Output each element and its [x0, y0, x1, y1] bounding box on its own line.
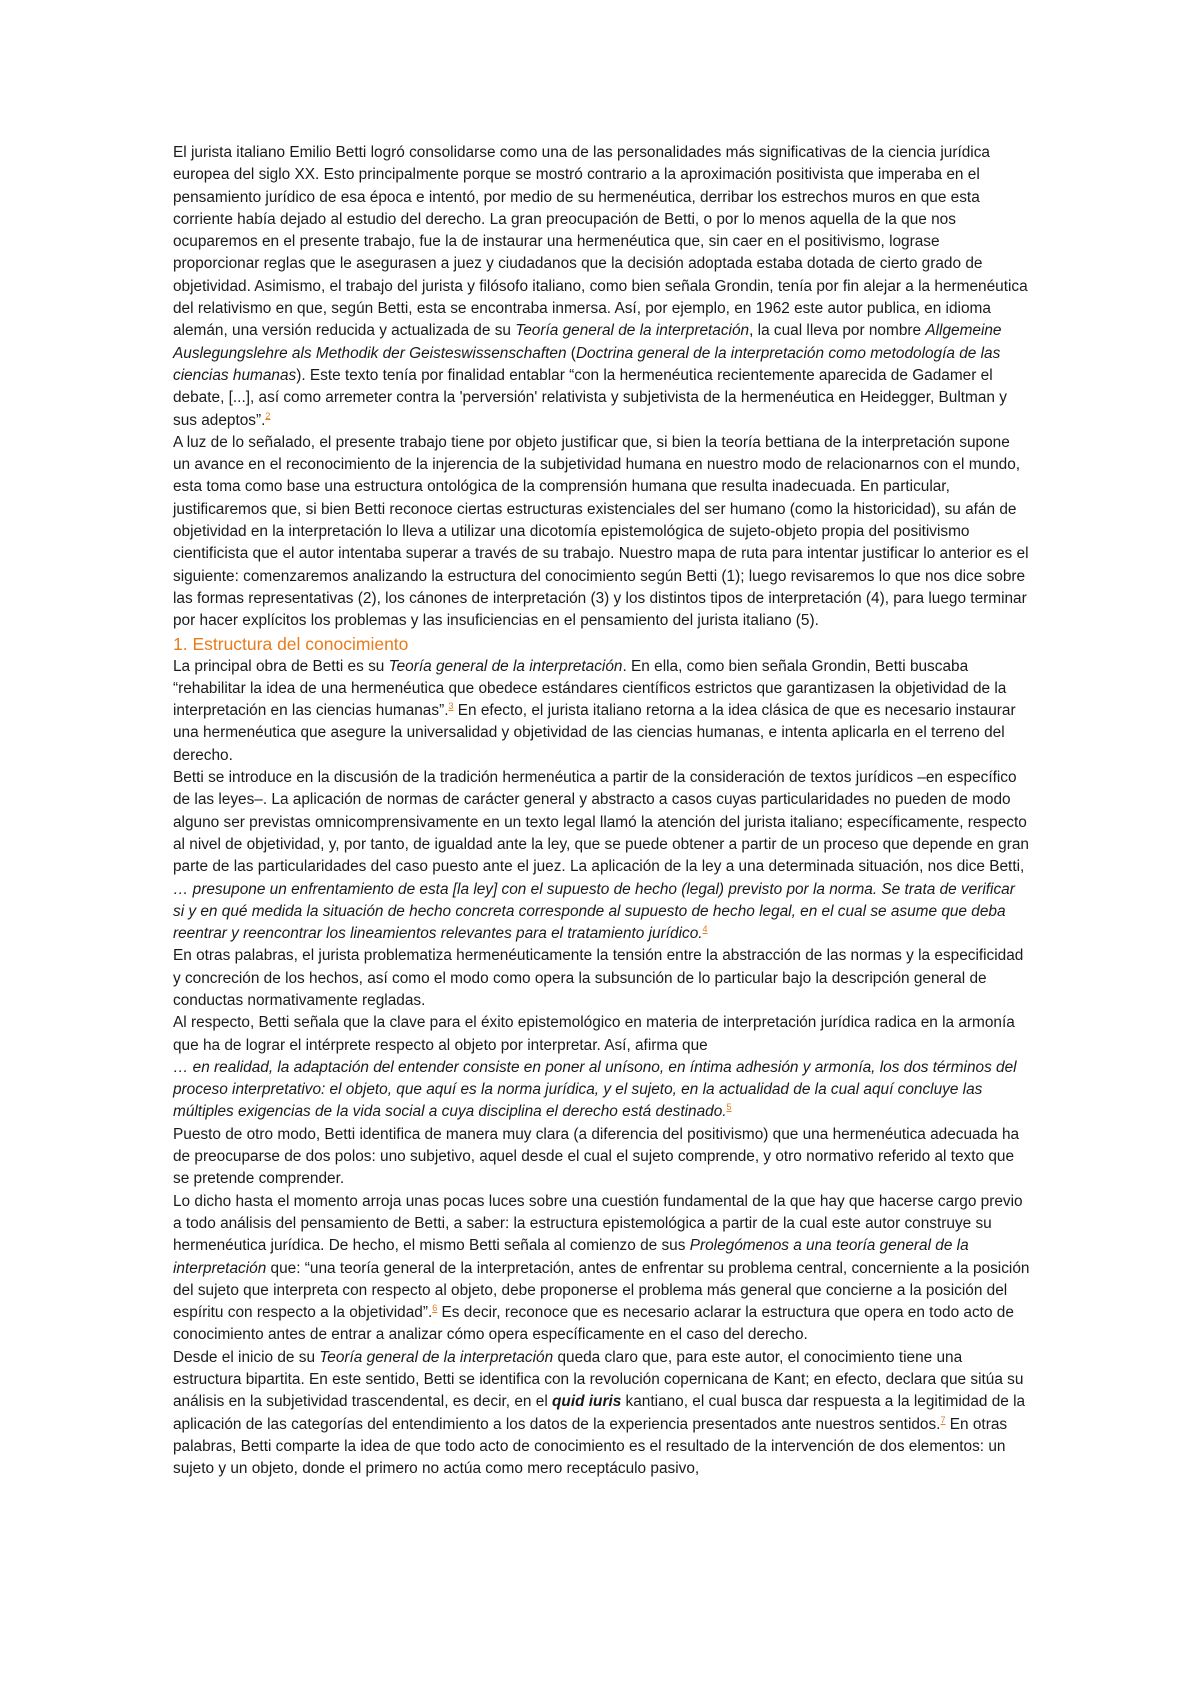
paragraph-estructura-epistemologica: Lo dicho hasta el momento arroja unas pocas luces sobre una cuestión fundamental de la que hay que hacerse cargo previo a todo análisis del pensamiento de Betti, a saber: la estructura epistemológica a partir de la cual este autor construye su hermenéutica jurídica. De hecho, el mismo Betti señala al comienzo de sus Prolegómenos a una teoría general de la interpretación que: “una teoría general de la interpretación, antes de enfrentar su problema central, concerniente a la posición del sujeto que interpreta con respecto al objeto, debe proponerse el problema más general que concierne a la posición del espíritu con respecto a la objetividad”.$^6$ Es decir, reconoce que es necesario aclarar la estructura que opera en todo acto de conocimiento antes de entrar a analizar cómo opera específicamente en el caso del derecho. — [173, 1192, 1030, 1344]
footnote-ref-3[interactable]: 3 — [448, 701, 454, 711]
paragraph-otras-palabras: En otras palabras, el jurista problematiza hermenéuticamente la tensión entre la abstracción de las normas y la especificidad y concreción de los hechos, así como el modo como opera la subsunción de lo particular bajo la descripción general de conductas normativamente regladas. — [173, 947, 1024, 1009]
quote-adaptacion-entender: … en realidad, la adaptación del entender consiste en poner al unísono, en íntima adhesión y armonía, los dos términos del proceso interpretativo: el objeto, que aquí es la norma jurídica, y el sujeto, en la actualidad de la cual aquí concluye las múltiples exigencias de la vida social a cuya disciplina el derecho está destinado.$^5$ — [173, 1058, 1017, 1121]
section-heading: 1. Estructura del conocimiento — [173, 633, 409, 654]
footnote-ref-5[interactable]: 5 — [726, 1102, 732, 1113]
paragraph-tradicion: Betti se introduce en la discusión de la tradición hermenéutica a partir de la consideración de textos jurídicos –en específico de las leyes–. La aplicación de normas de carácter general y abstracto a casos cuyas particularidades no pueden de modo alguno ser previstas omnicomprensivamente en un texto legal llamó la atención del jurista italiano; específicamente, respecto al nivel de objetividad, y, por tanto, de igualdad ante la ley, que se puede obtener a partir de un proceso que depende en gran parte de las particularidades del caso puesto ante el juez. La aplicación de la ley a una determinada situación, nos dice Betti, — [173, 769, 1029, 876]
footnote-ref-6[interactable]: 6 — [432, 1303, 438, 1314]
paragraph-al-respecto: Al respecto, Betti señala que la clave para el éxito epistemológico en materia de interpretación jurídica radica en la armonía que ha de lograr el intérprete respecto al objeto por interpretar. Así, afirma que — [173, 1014, 1015, 1054]
paragraph-objective: A luz de lo señalado, el presente trabajo tiene por objeto justificar que, si bien la teoría bettiana de la interpretación supone un avance en el reconocimiento de la injerencia de la subjetividad humana en nuestro modo de relacionarnos con el mundo, esta toma como base una estructura ontológica de la comprensión humana que resulta inadecuada. En particular, justificaremos que, si bien Betti reconoce ciertas estructuras existenciales del ser humano (como la historicidad), su afán de objetividad en la interpretación lo lleva a utilizar una dicotomía epistemológica de sujeto-objeto propia del positivismo cientificista que el autor intentaba superar a través de su trabajo. Nuestro mapa de ruta para intentar justificar lo anterior es el siguiente: comenzaremos analizando la estructura del conocimiento según Betti (1); luego revisaremos lo que nos dice sobre las formas representativas (2), los cánones de interpretación (3) y los distintos tipos de interpretación (4), para luego terminar por hacer explícitos los problemas y las insuficiencias en el pensamiento del jurista italiano (5). — [173, 433, 1029, 630]
paragraph-principal-obra: La principal obra de Betti es su Teoría general de la interpretación. En ella, como bien señala Grondin, Betti buscaba “rehabilitar la idea de una hermenéutica que obedece estándares científicos estrictos que garantizasen la objetividad de la interpretación en las ciencias humanas”.$^3$ En efecto, el jurista italiano retorna a la idea clásica de que es necesario instaurar una hermenéutica que asegure la universalidad y objetividad de las ciencias humanas, e intenta aplicarla en el terreno del derecho. — [173, 657, 1016, 764]
footnote-ref-4[interactable]: 4 — [702, 923, 708, 934]
paragraph-intro: El jurista italiano Emilio Betti logró consolidarse como una de las personalidades más significativas de la ciencia jurídica europea del siglo XX. Esto principalmente porque se mostró contrario a la aproximación positivista que imperaba en el pensamiento jurídico de esa época e intentó, por medio de su hermenéutica, derribar los estrechos muros en que esta corriente había dejado al estudio del derecho. La gran preocupación de Betti, o por lo menos aquella de la que nos ocuparemos en el presente trabajo, fue la de instaurar una hermenéutica que, sin caer en el positivismo, lograse proporcionar reglas que le asegurasen a juez y ciudadanos que la decisión adoptada estaba dotada de cierto grado de objetividad. Asimismo, el trabajo del jurista y filósofo italiano, como bien señala Grondin, tenía por fin alejar a la hermenéutica del relativismo en que, según Betti, esta se encontraba inmersa. Así, por ejemplo, en 1962 este autor publica, en idioma alemán, una versión reducida y actualizada de su Teoría general de la interpretación, la cual lleva por nombre Allgemeine Auslegungslehre als Methodik der Geisteswissenschaften (Doctrina general de la interpretación como metodología de las ciencias humanas). Este texto tenía por finalidad entablar “con la hermenéutica recientemente aparecida de Gadamer el debate, [...], así como arremeter contra la 'perversión' relativista y subjetivista de la hermenéutica en Heidegger, Bultman y sus adeptos”.$^2$ — [173, 144, 1028, 429]
quote-aplicacion-ley: … presupone un enfrentamiento de esta [la ley] con el supuesto de hecho (legal) previsto por la norma. Se trata de verificar si y en qué medida la situación de hecho concreta corresponde al supuesto de hecho legal, en el cual se asume que deba reentrar y reencontrar los lineamientos relevantes para el tratamiento jurídico.$^4$ — [173, 880, 1015, 943]
paragraph-dos-polos: Puesto de otro modo, Betti identifica de manera muy clara (a diferencia del positivismo) que una hermenéutica adecuada ha de preocuparse de dos polos: uno subjetivo, aquel desde el cual el sujeto comprende, y otro normativo referido al texto que se pretende comprender. — [173, 1125, 1020, 1188]
footnote-ref-7[interactable]: 7 — [940, 1414, 946, 1425]
footnote-ref-2[interactable]: 2 — [265, 410, 271, 421]
paragraph-bipartita: Desde el inicio de su Teoría general de la interpretación queda claro que, para este autor, el conocimiento tiene una estructura bipartita. En este sentido, Betti se identifica con la revolución copernicana de Kant; en efecto, declara que sitúa su análisis en la subjetividad trascendental, es decir, en el quid iuris kantiano, el cual busca dar respuesta a la legitimidad de la aplicación de las categorías del entendimiento a los datos de la experiencia presentados ante nuestros sentidos.$^7$ En otras palabras, Betti comparte la idea de que todo acto de conocimiento es el resultado de la intervención de dos elementos: un sujeto y un objeto, donde el primero no actúa como mero receptáculo pasivo, — [173, 1348, 1026, 1478]
